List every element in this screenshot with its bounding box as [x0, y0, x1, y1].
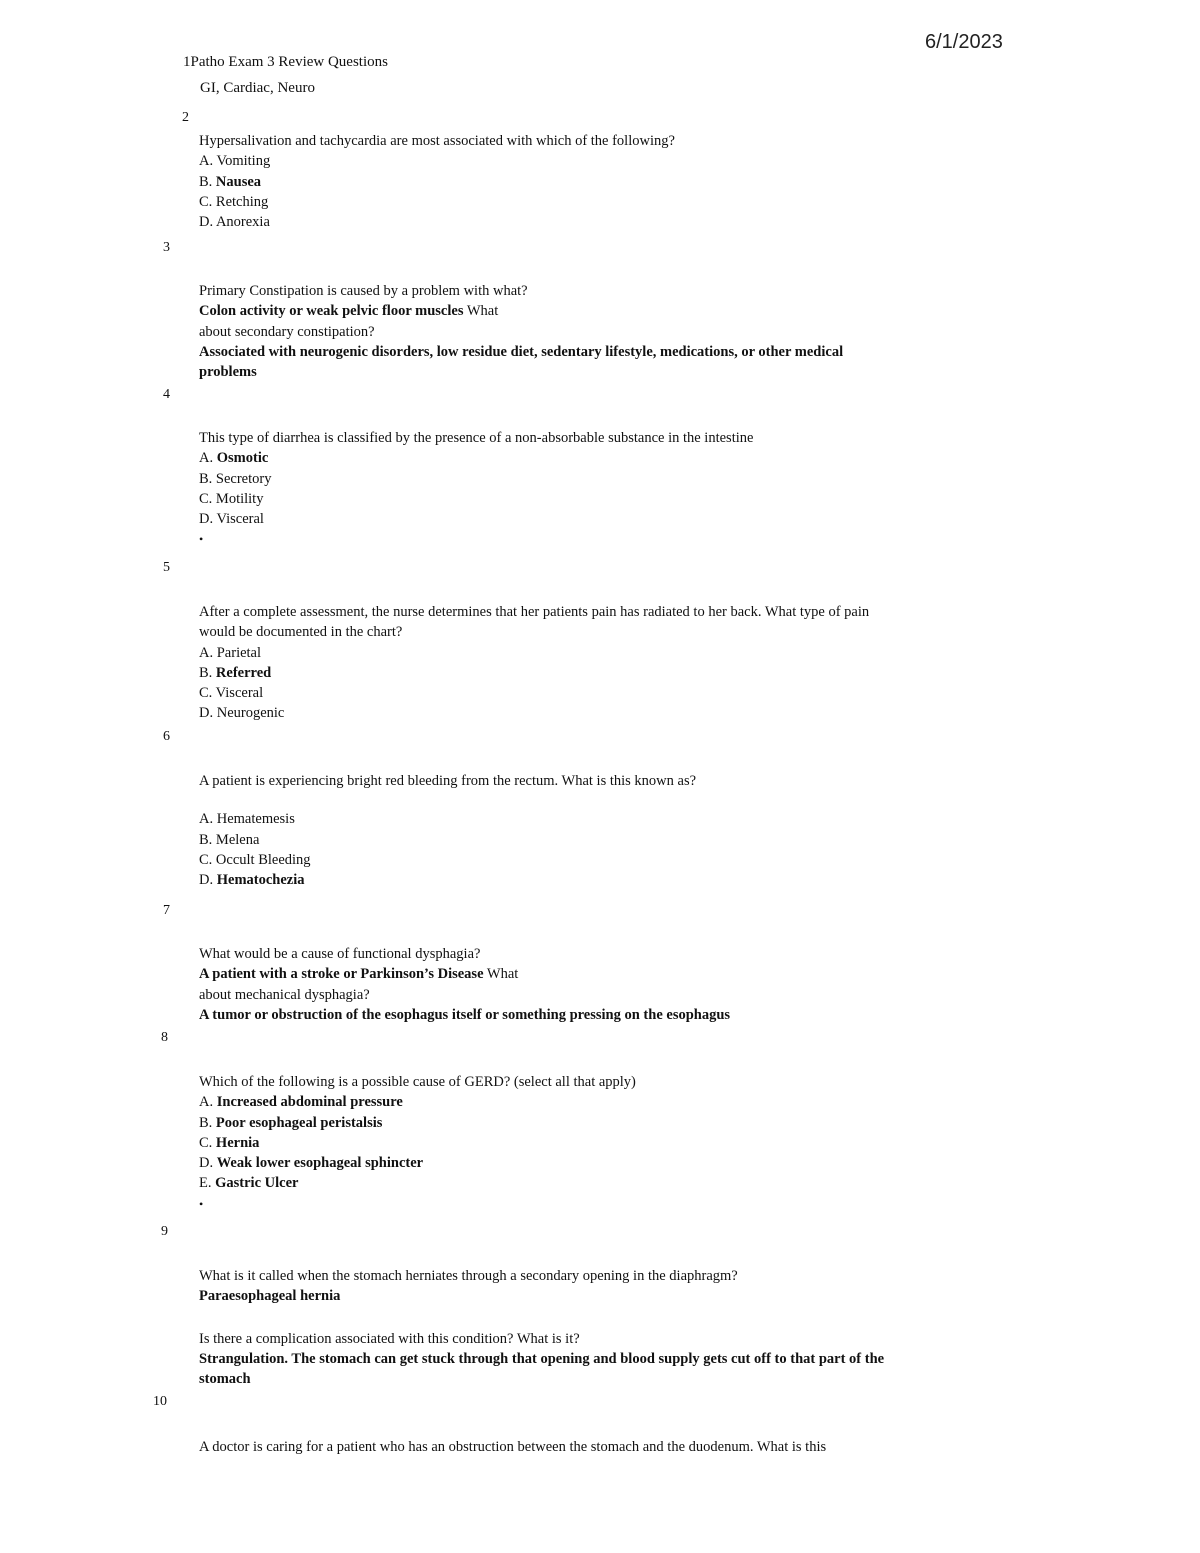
question-prompt: What is it called when the stomach herniates through a secondary opening in the diaphragm? — [199, 1268, 738, 1284]
option-a: A. Parietal — [199, 644, 262, 661]
question-number: 8 — [161, 1030, 168, 1045]
bullet: • — [199, 1196, 204, 1211]
question-prompt: Primary Constipation is caused by a problem with what? — [199, 283, 528, 299]
option-b: B. Nausea — [199, 173, 262, 190]
question-number: 6 — [163, 729, 170, 744]
question-block-4 — [199, 428, 919, 550]
answer-line: A patient with a stroke or Parkinson’s Disease What — [199, 966, 519, 983]
followup-question: about secondary constipation? — [199, 323, 375, 340]
document-subtitle: GI, Cardiac, Neuro — [200, 80, 315, 96]
option-b: B. Secretory — [199, 470, 272, 487]
question-block-10 — [199, 1437, 919, 1457]
question-prompt: Which of the following is a possible cause of GERD? (select all that apply) — [199, 1074, 636, 1090]
option-c: C. Hernia — [199, 1134, 260, 1151]
question-prompt: Hypersalivation and tachycardia are most associated with which of the following? — [199, 133, 675, 149]
option-a: A. Osmotic — [199, 450, 269, 467]
document-title: 1Patho Exam 3 Review Questions — [183, 54, 388, 70]
question-block-3 — [199, 281, 919, 382]
option-c: C. Occult Bleeding — [199, 851, 311, 868]
option-a: A. Increased abdominal pressure — [199, 1094, 403, 1111]
question-block-8 — [199, 1072, 919, 1214]
question-prompt: After a complete assessment, the nurse determines that her patients pain has radiated to her back. What type of pain would be documented in the chart? — [199, 604, 870, 641]
answer-line: Colon activity or weak pelvic floor muscles What — [199, 303, 499, 320]
question-number: 2 — [182, 110, 189, 125]
question-number: 5 — [163, 560, 170, 575]
option-d: D. Visceral — [199, 511, 264, 528]
question-number: 7 — [163, 903, 170, 918]
option-b: B. Referred — [199, 664, 272, 681]
question-prompt: This type of diarrhea is classified by the presence of a non-absorbable substance in the intestine — [199, 430, 754, 446]
question-block-6 — [199, 771, 919, 890]
option-d: D. Neurogenic — [199, 705, 285, 722]
question-number: 4 — [163, 387, 170, 402]
question-number: 10 — [153, 1394, 167, 1409]
page-date: 6/1/2023 — [925, 31, 1003, 53]
answer-text: A tumor or obstruction of the esophagus itself or something pressing on the esophagus — [199, 1006, 731, 1023]
followup-question: Is there a complication associated with this condition? What is it? — [199, 1330, 580, 1347]
question-block-9 — [199, 1266, 919, 1389]
option-b: B. Poor esophageal peristalsis — [199, 1114, 383, 1131]
option-d: D. Weak lower esophageal sphincter — [199, 1155, 424, 1172]
option-e: E. Gastric Ulcer — [199, 1175, 299, 1192]
question-block-5 — [199, 602, 899, 724]
question-prompt: A doctor is caring for a patient who has an obstruction between the stomach and the duodenum. What is this — [199, 1439, 827, 1455]
question-number: 3 — [163, 240, 170, 255]
option-d: D. Anorexia — [199, 214, 270, 231]
answer-text: Paraesophageal hernia — [199, 1288, 341, 1305]
question-block-2 — [199, 131, 919, 232]
followup-question: about mechanical dysphagia? — [199, 986, 370, 1003]
question-number: 9 — [161, 1224, 168, 1239]
answer-text: Associated with neurogenic disorders, low residue diet, sedentary lifestyle, medications, or other medical problems — [199, 343, 844, 381]
option-c: C. Motility — [199, 490, 264, 507]
option-c: C. Visceral — [199, 685, 264, 702]
question-prompt: A patient is experiencing bright red bleeding from the rectum. What is this known as? — [199, 773, 697, 789]
question-block-7 — [199, 944, 919, 1025]
question-prompt: What would be a cause of functional dysphagia? — [199, 946, 481, 962]
answer-text: Strangulation. The stomach can get stuck through that opening and blood supply gets cut off to that part of the stomach — [199, 1350, 885, 1388]
bullet: • — [199, 532, 204, 547]
option-a: A. Vomiting — [199, 153, 271, 170]
option-d: D. Hematochezia — [199, 872, 305, 889]
option-c: C. Retching — [199, 193, 269, 210]
option-b: B. Melena — [199, 831, 260, 848]
option-a: A. Hematemesis — [199, 811, 295, 828]
